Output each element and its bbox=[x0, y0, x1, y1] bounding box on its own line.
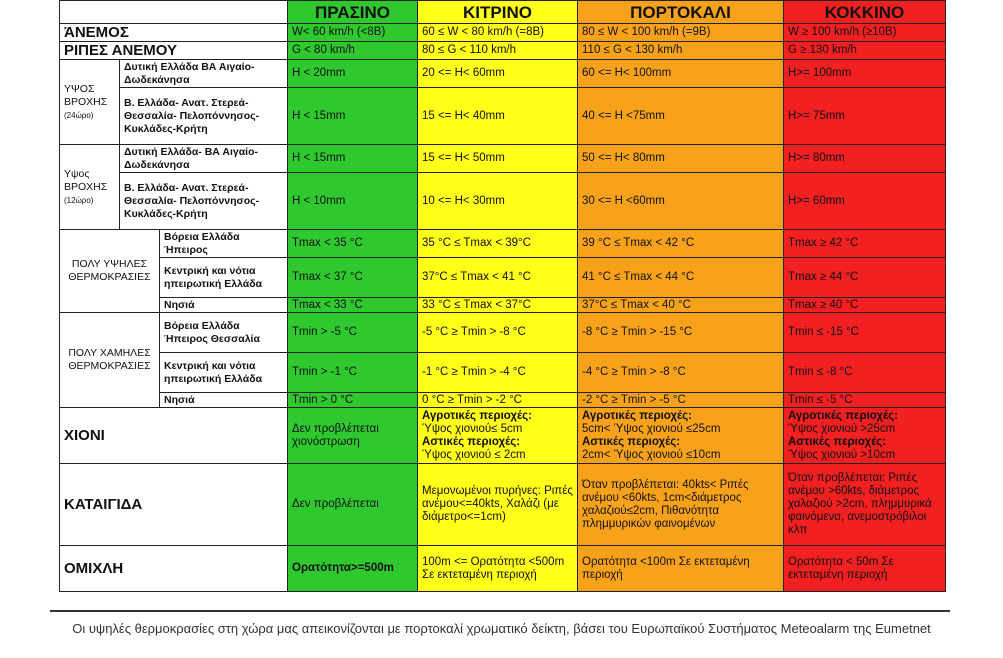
rain12-region-2: Β. Ελλάδα- Ανατ. Στερεά- Θεσσαλία- Πελοπόννησος- Κυκλάδες-Κρήτη bbox=[120, 173, 288, 230]
storm-red: Όταν προβλέπεται: Ριπές ανέμου >60kts, διάμετρος χαλαζιού >2cm, πλημμυρικά φαινόμενα, ανεμοστρόβιλοι κλπ bbox=[784, 464, 946, 546]
header-orange: ΠΟΡΤΟΚΑΛΙ bbox=[578, 1, 784, 24]
snow-orange: Αγροτικές περιοχές: 5cm< Ύψος χιονιού ≤25cm Αστικές περιοχές: 2cm< Ύψος χιονιού ≤10cm bbox=[578, 408, 784, 464]
row-label-snow: ΧΙΟΝΙ bbox=[60, 408, 288, 464]
snow-yellow: Αγροτικές περιοχές: Ύψος χιονιού≤ 5cm Αστικές περιοχές: Ύψος χιονιού ≤ 2cm bbox=[418, 408, 578, 464]
low-r2-green: Tmin > -1 °C bbox=[288, 353, 418, 393]
rain12-r1-green: H < 15mm bbox=[288, 145, 418, 173]
rain24-label: ΥΨΟΣ ΒΡΟΧΗΣ (24ώρο) bbox=[60, 60, 120, 145]
fog-orange: Ορατότητα <100m Σε εκτεταμένη περιοχή bbox=[578, 546, 784, 592]
rain12-r2-orange: 30 <= H <60mm bbox=[578, 173, 784, 230]
rain24-r2-orange: 40 <= H <75mm bbox=[578, 88, 784, 145]
high-r1-yellow: 35 °C ≤ Tmax < 39°C bbox=[418, 230, 578, 258]
rain24-r1-red: H>= 100mm bbox=[784, 60, 946, 88]
anemos-red: W ≥ 100 km/h (≥10B) bbox=[784, 24, 946, 42]
rain24-r2-green: H < 15mm bbox=[288, 88, 418, 145]
rain24-r1-green: H < 20mm bbox=[288, 60, 418, 88]
warning-table-container bbox=[59, 0, 945, 605]
low-r3-yellow: 0 °C ≥ Tmin > -2 °C bbox=[418, 393, 578, 408]
snow-red: Αγροτικές περιοχές: Ύψος χιονιού >25cm Αστικές περιοχές: Ύψος χιονιού >10cm bbox=[784, 408, 946, 464]
rain24-region-2: Β. Ελλάδα- Ανατ. Στερεά- Θεσσαλία- Πελοπόννησος- Κυκλάδες-Κρήτη bbox=[120, 88, 288, 145]
low-temp-label: ΠΟΛΥ ΧΑΜΗΛΕΣ ΘΕΡΜΟΚΡΑΣΙΕΣ bbox=[60, 313, 160, 408]
low-region-2: Κεντρική και νότια ηπειρωτική Ελλάδα bbox=[160, 353, 288, 393]
high-r3-yellow: 33 °C ≤ Tmax < 37°C bbox=[418, 298, 578, 313]
corner-cell bbox=[60, 1, 288, 24]
low-r1-yellow: -5 °C ≥ Tmin > -8 °C bbox=[418, 313, 578, 353]
high-r1-orange: 39 °C ≤ Tmax < 42 °C bbox=[578, 230, 784, 258]
row-label-ripes: ΡΙΠΕΣ ΑΝΕΜΟΥ bbox=[60, 42, 288, 60]
low-r2-orange: -4 °C ≥ Tmin > -8 °C bbox=[578, 353, 784, 393]
rain24-r2-red: H>= 75mm bbox=[784, 88, 946, 145]
high-r1-red: Tmax ≥ 42 °C bbox=[784, 230, 946, 258]
ripes-yellow: 80 ≤ G < 110 km/h bbox=[418, 42, 578, 60]
low-r1-orange: -8 °C ≥ Tmin > -15 °C bbox=[578, 313, 784, 353]
ripes-red: G ≥ 130 km/h bbox=[784, 42, 946, 60]
high-temp-label: ΠΟΛΥ ΥΨΗΛΕΣ ΘΕΡΜΟΚΡΑΣΙΕΣ bbox=[60, 230, 160, 313]
ripes-orange: 110 ≤ G < 130 km/h bbox=[578, 42, 784, 60]
header-green: ΠΡΑΣΙΝΟ bbox=[288, 1, 418, 24]
high-r3-green: Tmax < 33 °C bbox=[288, 298, 418, 313]
low-region-1: Βόρεια Ελλάδα Ήπειρος Θεσσαλία bbox=[160, 313, 288, 353]
high-region-1: Βόρεια Ελλάδα Ήπειρος bbox=[160, 230, 288, 258]
header-red: ΚΟΚΚΙΝΟ bbox=[784, 1, 946, 24]
high-r2-yellow: 37°C ≤ Tmax < 41 °C bbox=[418, 258, 578, 298]
high-r3-red: Tmax ≥ 40 °C bbox=[784, 298, 946, 313]
high-r2-red: Tmax ≥ 44 °C bbox=[784, 258, 946, 298]
low-r2-yellow: -1 °C ≥ Tmin > -4 °C bbox=[418, 353, 578, 393]
storm-orange: Όταν προβλέπεται: 40kts< Ριπές ανέμου <60kts, 1cm<διάμετρος χαλαζιού≤2cm, Πιθανότητα πλημμυρικών φαινομένων bbox=[578, 464, 784, 546]
row-label-anemos: ΆΝΕΜΟΣ bbox=[60, 24, 288, 42]
storm-green: Δεν προβλέπεται bbox=[288, 464, 418, 546]
rain12-region-1: Δυτική Ελλάδα- ΒΑ Αιγαίο- Δωδεκάνησα bbox=[120, 145, 288, 173]
low-r1-green: Tmin > -5 °C bbox=[288, 313, 418, 353]
ripes-green: G < 80 km/h bbox=[288, 42, 418, 60]
high-r2-orange: 41 °C ≤ Tmax < 44 °C bbox=[578, 258, 784, 298]
rain12-r2-red: H>= 60mm bbox=[784, 173, 946, 230]
rain24-r2-yellow: 15 <= H< 40mm bbox=[418, 88, 578, 145]
storm-yellow: Μεμονωμένοι πυρήνες: Ριπές ανέμου<=40kts, Χαλάζι (με διάμετρο<=1cm) bbox=[418, 464, 578, 546]
rain12-r1-orange: 50 <= H< 80mm bbox=[578, 145, 784, 173]
rain24-region-1: Δυτική Ελλάδα ΒΑ Αιγαίο-Δωδεκάνησα bbox=[120, 60, 288, 88]
figure-caption: Οι υψηλές θερμοκρασίες στη χώρα μας απεικονίζονται με πορτοκαλί χρωματικό δείκτη, βάσει του Ευρωπαϊκού Συστήματος Meteoalarm της Eumetnet bbox=[72, 621, 931, 636]
anemos-yellow: 60 ≤ W < 80 km/h (=8B) bbox=[418, 24, 578, 42]
meteoalarm-table bbox=[59, 0, 946, 592]
low-r3-orange: -2 °C ≥ Tmin > -5 °C bbox=[578, 393, 784, 408]
high-r1-green: Tmax < 35 °C bbox=[288, 230, 418, 258]
header-yellow: ΚΙΤΡΙΝΟ bbox=[418, 1, 578, 24]
low-r2-red: Tmin ≤ -8 °C bbox=[784, 353, 946, 393]
rain12-label: Υψος ΒΡΟΧΗΣ (12ώρο) bbox=[60, 145, 120, 230]
caption-divider bbox=[50, 610, 950, 612]
row-label-storm: ΚΑΤΑΙΓΙΔΑ bbox=[60, 464, 288, 546]
high-region-3: Νησιά bbox=[160, 298, 288, 313]
low-r3-green: Tmin > 0 °C bbox=[288, 393, 418, 408]
row-label-fog: ΟΜΙΧΛΗ bbox=[60, 546, 288, 592]
fog-yellow: 100m <= Ορατότητα <500m Σε εκτεταμένη περιοχή bbox=[418, 546, 578, 592]
rain12-r1-red: H>= 80mm bbox=[784, 145, 946, 173]
rain12-r2-green: H < 10mm bbox=[288, 173, 418, 230]
rain12-r2-yellow: 10 <= H< 30mm bbox=[418, 173, 578, 230]
high-region-2: Κεντρική και νότια ηπειρωτική Ελλάδα bbox=[160, 258, 288, 298]
rain24-r1-yellow: 20 <= H< 60mm bbox=[418, 60, 578, 88]
rain12-r1-yellow: 15 <= H< 50mm bbox=[418, 145, 578, 173]
rain24-r1-orange: 60 <= H< 100mm bbox=[578, 60, 784, 88]
low-r3-red: Tmin ≤ -5 °C bbox=[784, 393, 946, 408]
low-r1-red: Tmin ≤ -15 °C bbox=[784, 313, 946, 353]
fog-green: Ορατότητα>=500m bbox=[288, 546, 418, 592]
fog-red: Ορατότητα < 50m Σε εκτεταμένη περιοχή bbox=[784, 546, 946, 592]
anemos-orange: 80 ≤ W < 100 km/h (=9B) bbox=[578, 24, 784, 42]
high-r2-green: Tmax < 37 °C bbox=[288, 258, 418, 298]
anemos-green: W< 60 km/h (<8B) bbox=[288, 24, 418, 42]
high-r3-orange: 37°C ≤ Tmax < 40 °C bbox=[578, 298, 784, 313]
snow-green: Δεν προβλέπεται χιονόστρωση bbox=[288, 408, 418, 464]
low-region-3: Νησιά bbox=[160, 393, 288, 408]
